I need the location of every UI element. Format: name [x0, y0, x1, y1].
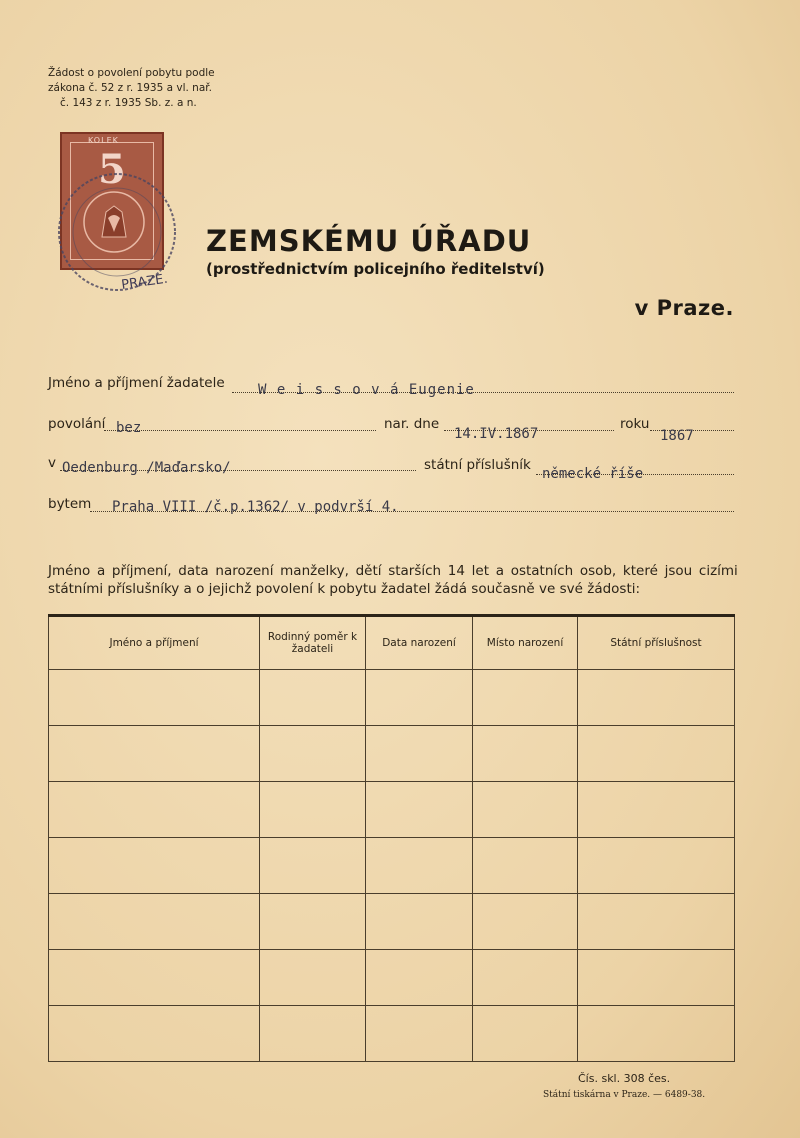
- table-cell[interactable]: [578, 838, 735, 894]
- table-cell[interactable]: [49, 670, 260, 726]
- stamp-label: KOLEK: [88, 136, 119, 145]
- table-row: [49, 782, 735, 838]
- table-cell[interactable]: [578, 726, 735, 782]
- occupation-label: povolání: [48, 416, 106, 432]
- table-cell[interactable]: [578, 950, 735, 1006]
- table-cell[interactable]: [49, 950, 260, 1006]
- table-cell[interactable]: [473, 670, 578, 726]
- table-cell[interactable]: [366, 782, 473, 838]
- table-cell[interactable]: [260, 670, 366, 726]
- table-cell[interactable]: [366, 670, 473, 726]
- table-cell[interactable]: [366, 950, 473, 1006]
- stamp-value: 5: [98, 146, 126, 193]
- birth-date-field[interactable]: 14.IV.1867: [454, 426, 539, 442]
- citizenship-label: státní příslušník: [424, 457, 531, 473]
- birthplace-prefix: v: [48, 455, 56, 471]
- year-field[interactable]: 1867: [660, 428, 694, 444]
- catalog-number: Čís. skl. 308 čes.: [578, 1072, 671, 1085]
- table-cell[interactable]: [366, 1006, 473, 1062]
- residence-field[interactable]: Praha VIII /č.p.1362/ v podvrší 4.: [112, 499, 399, 515]
- table-row: [49, 838, 735, 894]
- table-cell[interactable]: [366, 726, 473, 782]
- occupation-line: [104, 430, 376, 431]
- table-row: [49, 894, 735, 950]
- table-cell[interactable]: [366, 894, 473, 950]
- table-header-row: [49, 616, 735, 670]
- header-birthplace: Místo narození: [473, 616, 578, 670]
- table-cell[interactable]: [473, 894, 578, 950]
- year-label: roku: [620, 416, 650, 432]
- table-row: [49, 726, 735, 782]
- table-row: [49, 670, 735, 726]
- table-cell[interactable]: [49, 782, 260, 838]
- table-cell[interactable]: [260, 1006, 366, 1062]
- postmark-text: PRAZE.: [120, 271, 169, 293]
- birthplace-field[interactable]: Oedenburg /Maďarsko/: [62, 460, 231, 476]
- table-cell[interactable]: [49, 894, 260, 950]
- cancellation-postmark-icon: [50, 165, 185, 300]
- table-cell[interactable]: [260, 726, 366, 782]
- table-cell[interactable]: [578, 1006, 735, 1062]
- printer-imprint: Státní tiskárna v Praze. — 6489-38.: [543, 1090, 706, 1100]
- reference-note: [48, 66, 215, 111]
- residence-label: bytem: [48, 496, 92, 512]
- header-birth-date: Data narození: [366, 616, 473, 670]
- table-cell[interactable]: [366, 838, 473, 894]
- table-cell[interactable]: [49, 838, 260, 894]
- reference-line-3: č. 143 z r. 1935 Sb. z. a n.: [60, 97, 197, 109]
- table-cell[interactable]: [260, 950, 366, 1006]
- table-cell[interactable]: [473, 726, 578, 782]
- header-name: Jméno a příjmení: [49, 616, 260, 670]
- place-heading: v Praze.: [634, 296, 734, 320]
- name-field[interactable]: W e i s s o v á Eugenie: [258, 382, 475, 398]
- header-relation: Rodinný poměr k žadateli: [260, 616, 366, 670]
- birth-date-label: nar. dne: [384, 416, 440, 432]
- occupation-field[interactable]: bez: [116, 420, 142, 436]
- table-cell[interactable]: [49, 1006, 260, 1062]
- table-row: [49, 1006, 735, 1062]
- citizenship-field[interactable]: německé říše: [542, 466, 644, 482]
- header-citizenship: Státní příslušnost: [578, 616, 735, 670]
- instructions-line-1: Jméno a příjmení, data narození manželky, dětí starších 14 let a ostatních osob, které jsou cizími: [48, 563, 738, 579]
- table-row: [49, 950, 735, 1006]
- table-cell[interactable]: [578, 782, 735, 838]
- family-members-table: [48, 614, 735, 1062]
- page-subtitle: (prostřednictvím policejního ředitelství): [206, 260, 545, 278]
- instructions-line-2: státními příslušníky a o jejichž povolení k pobytu žadatel žádá současně ve své žádosti:: [48, 581, 641, 597]
- table-cell[interactable]: [473, 950, 578, 1006]
- reference-line-2: zákona č. 52 z r. 1935 a vl. nař.: [48, 82, 212, 94]
- table-cell[interactable]: [578, 894, 735, 950]
- instructions-paragraph: [48, 562, 738, 598]
- reference-line-1: Žádost o povolení pobytu podle: [48, 67, 215, 79]
- table-cell[interactable]: [49, 726, 260, 782]
- table-cell[interactable]: [260, 782, 366, 838]
- table-cell[interactable]: [260, 894, 366, 950]
- table-cell[interactable]: [473, 1006, 578, 1062]
- table-cell[interactable]: [260, 838, 366, 894]
- table-cell[interactable]: [473, 782, 578, 838]
- page-title: ZEMSKÉMU ÚŘADU: [206, 224, 532, 258]
- table-cell[interactable]: [578, 670, 735, 726]
- name-label: Jméno a příjmení žadatele: [48, 375, 225, 391]
- table-cell[interactable]: [473, 838, 578, 894]
